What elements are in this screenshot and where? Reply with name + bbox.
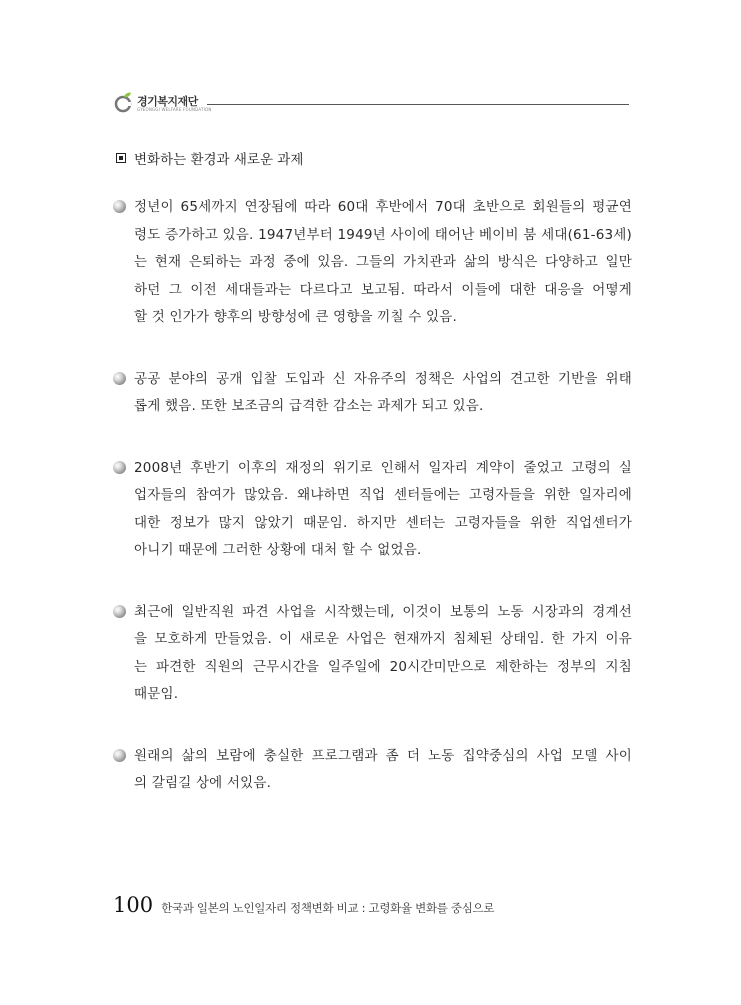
text-line: 업자들의 참여가 많았음. 왜냐하면 직업 센터들에는 고령자들을 위한 일자리에 (134, 487, 632, 503)
text-line: 2008년 후반기 이후의 재정의 위기로 인해서 일자리 계약이 줄었고 고령의 실 (134, 459, 632, 476)
page-footer (113, 893, 494, 917)
running-title: 한국과 일본의 노인일자리 정책변화 비교 : 고령화율 변화를 중심으로 (161, 901, 495, 915)
text-line: 는 현재 은퇴하는 과정 중에 있음. 그들의 가치관과 삶의 방식은 다양하고 일만 (134, 254, 632, 270)
text-line: 대한 정보가 많지 않았기 때문임. 하지만 센터는 고령자들을 위한 직업센터가 (134, 514, 632, 531)
section-title: 변화하는 환경과 새로운 과제 (134, 152, 304, 168)
text-line: 때문임. (134, 686, 179, 702)
page-header (113, 88, 629, 118)
section-heading (116, 148, 303, 168)
bullet-dot-icon (113, 461, 126, 474)
text-line: 할 것 인가가 향후의 방향성에 큰 영향을 끼칠 수 있음. (134, 309, 457, 325)
text-line: 는 파견한 직원의 근무시간을 일주일에 20시간미만으로 제한하는 정부의 지침 (134, 658, 632, 675)
bullet-item (113, 743, 632, 798)
bullet-item (113, 366, 632, 421)
bullet-list (113, 194, 632, 832)
bullet-dot-icon (113, 200, 126, 213)
square-bullet-icon (116, 153, 126, 163)
text-line: 아니기 때문에 그러한 상황에 대처 할 수 없었음. (134, 542, 422, 558)
text-line: 령도 증가하고 있음. 1947년부터 1949년 사이에 태어난 베이비 붐 세대(61-63세) (134, 226, 632, 243)
org-subtitle: GYEONGGI WELFARE FOUNDATION (137, 107, 212, 112)
text-line: 롭게 했음. 또한 보조금의 급격한 감소는 과제가 되고 있음. (134, 398, 484, 414)
text-line: 의 갈림길 상에 서있음. (134, 775, 272, 791)
page-number: 100 (113, 893, 154, 917)
bullet-item (113, 194, 632, 332)
org-name: 경기복지재단 (137, 95, 198, 108)
header-rule (207, 104, 629, 105)
text-line: 을 모호하게 만들었음. 이 새로운 사업은 현재까지 침체된 상태임. 한 가지 이유 (134, 631, 632, 647)
text-line: 하던 그 이전 세대들과는 다르다고 보고됨. 따라서 이들에 대한 대응을 어떻게 (134, 281, 632, 298)
text-line: 최근에 일반직원 파견 사업을 시작했는데, 이것이 보통의 노동 시장과의 경계선 (134, 603, 632, 620)
bullet-dot-icon (113, 372, 126, 385)
foundation-logo-icon (113, 91, 133, 113)
text-line: 원래의 삶의 보람에 충실한 프로그램과 좀 더 노동 집약중심의 사업 모델 사이 (134, 747, 632, 764)
bullet-item (113, 455, 632, 565)
bullet-item (113, 599, 632, 709)
bullet-dot-icon (113, 749, 126, 762)
text-line: 공공 분야의 공개 입찰 도입과 신 자유주의 정책은 사업의 견고한 기반을 위태 (134, 370, 632, 387)
text-line: 정년이 65세까지 연장됨에 따라 60대 후반에서 70대 초반으로 회원들의 평균연 (134, 199, 632, 215)
bullet-dot-icon (113, 605, 126, 618)
